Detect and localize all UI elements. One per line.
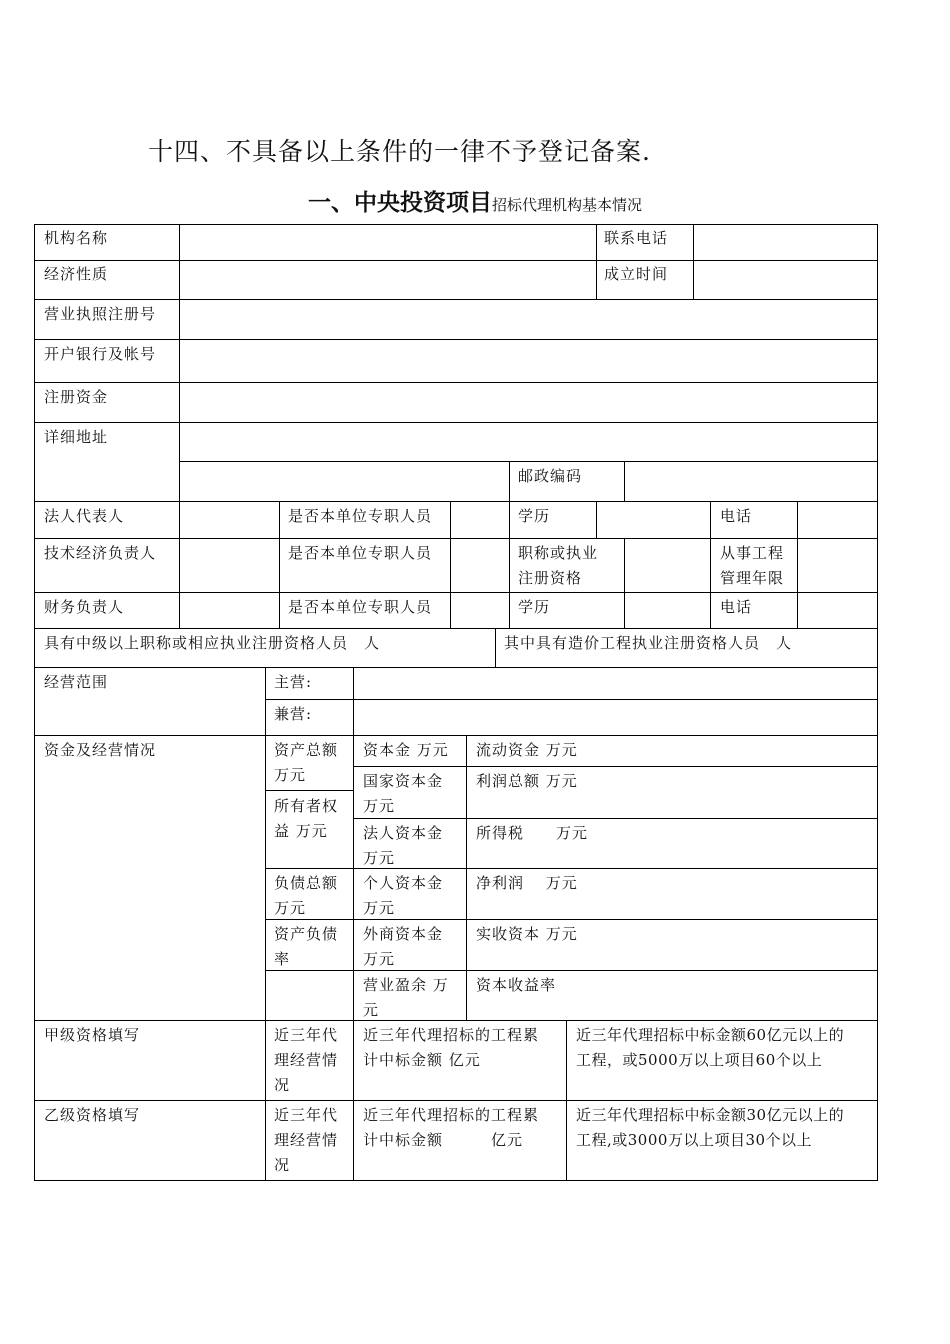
label-b-amount-2: 计中标金额 亿元: [363, 1131, 524, 1149]
label-surplus-1: 营业盈余 万: [363, 976, 449, 994]
label-total-assets-1: 资产总额: [274, 741, 339, 759]
label-education-2: 学历: [518, 598, 551, 616]
label-debt-ratio-2: 率: [274, 950, 291, 968]
label-years-mgmt-1: 从事工程: [720, 544, 785, 562]
label-grade-b: 乙级资格填写: [44, 1106, 141, 1124]
label-recent3-a-1: 近三年代: [274, 1026, 339, 1044]
label-legal-capital-2: 万元: [363, 849, 396, 867]
label-registered-capital: 注册资金: [44, 388, 109, 406]
label-total-liab-2: 万元: [274, 899, 307, 917]
label-net-profit: 净利润 万元: [476, 874, 578, 892]
label-b-req-1: 近三年代理招标中标金额30亿元以上的: [576, 1106, 845, 1124]
label-total-liab-1: 负债总额: [274, 874, 339, 892]
label-personal-capital-1: 个人资本金: [363, 874, 444, 892]
label-state-capital-2: 万元: [363, 797, 396, 815]
label-fulltime-3: 是否本单位专职人员: [288, 598, 433, 616]
label-address: 详细地址: [44, 428, 109, 446]
label-funds-status: 资金及经营情况: [44, 741, 157, 759]
label-license-no: 营业执照注册号: [44, 305, 157, 323]
label-economic-nature: 经济性质: [44, 265, 109, 283]
label-recent3-b-3: 况: [274, 1156, 291, 1174]
label-main-biz: 主营:: [274, 673, 313, 691]
label-surplus-2: 元: [363, 1001, 380, 1019]
label-owner-equity-2: 益 万元: [274, 822, 328, 840]
label-recent3-a-3: 况: [274, 1076, 291, 1094]
page-heading: 十四、不具备以上条件的一律不予登记备案.: [148, 137, 651, 166]
label-paid-capital: 实收资本 万元: [476, 925, 578, 943]
label-total-profit: 利润总额 万元: [476, 772, 578, 790]
label-current-funds: 流动资金 万元: [476, 741, 578, 759]
label-a-req-1: 近三年代理招标中标金额60亿元以上的: [576, 1026, 845, 1044]
label-years-mgmt-2: 管理年限: [720, 569, 785, 587]
label-recent3-b-2: 理经营情: [274, 1131, 339, 1149]
label-recent3-b-1: 近三年代: [274, 1106, 339, 1124]
label-b-amount-1: 近三年代理招标的工程累: [363, 1106, 540, 1124]
label-contact-phone: 联系电话: [604, 229, 669, 247]
label-cost-eng-staff: 其中具有造价工程执业注册资格人员 人: [504, 634, 793, 652]
label-phone-1: 电话: [720, 507, 753, 525]
title-main: 一、中央投资项目: [307, 190, 492, 216]
label-owner-equity-1: 所有者权: [274, 797, 339, 815]
label-mid-title-staff: 具有中级以上职称或相应执业注册资格人员 人: [44, 634, 381, 652]
label-total-assets-2: 万元: [274, 766, 307, 784]
label-legal-rep: 法人代表人: [44, 507, 125, 525]
label-b-req-2: 工程,或3000万以上项目30个以上: [576, 1131, 813, 1149]
label-title-qual-1: 职称或执业: [518, 544, 599, 562]
label-grade-a: 甲级资格填写: [44, 1026, 141, 1044]
label-state-capital-1: 国家资本金: [363, 772, 444, 790]
label-foreign-capital-2: 万元: [363, 950, 396, 968]
label-recent3-a-2: 理经营情: [274, 1051, 339, 1069]
label-foreign-capital-1: 外商资本金: [363, 925, 444, 943]
label-postcode: 邮政编码: [518, 467, 583, 485]
label-a-amount-2: 计中标金额 亿元: [363, 1051, 481, 1069]
label-legal-capital-1: 法人资本金: [363, 824, 444, 842]
label-side-biz: 兼营:: [274, 705, 313, 723]
label-fulltime-2: 是否本单位专职人员: [288, 544, 433, 562]
label-debt-ratio-1: 资产负债: [274, 925, 339, 943]
label-a-amount-1: 近三年代理招标的工程累: [363, 1026, 540, 1044]
label-capital: 资本金 万元: [363, 741, 449, 759]
label-education-1: 学历: [518, 507, 551, 525]
label-business-scope: 经营范围: [44, 673, 109, 691]
label-bank-account: 开户银行及帐号: [44, 345, 157, 363]
label-established: 成立时间: [604, 265, 669, 283]
label-title-qual-2: 注册资格: [518, 569, 583, 587]
label-finance-lead: 财务负责人: [44, 598, 125, 616]
label-fulltime-1: 是否本单位专职人员: [288, 507, 433, 525]
label-return-rate: 资本收益率: [476, 976, 557, 994]
label-org-name: 机构名称: [44, 229, 109, 247]
title-sub: 招标代理机构基本情况: [491, 196, 642, 214]
label-income-tax: 所得税 万元: [476, 824, 589, 842]
label-personal-capital-2: 万元: [363, 899, 396, 917]
label-a-req-2: 工程，或5000万以上项目60个以上: [576, 1051, 823, 1069]
label-phone-2: 电话: [720, 598, 753, 616]
label-tech-lead: 技术经济负责人: [44, 544, 157, 562]
